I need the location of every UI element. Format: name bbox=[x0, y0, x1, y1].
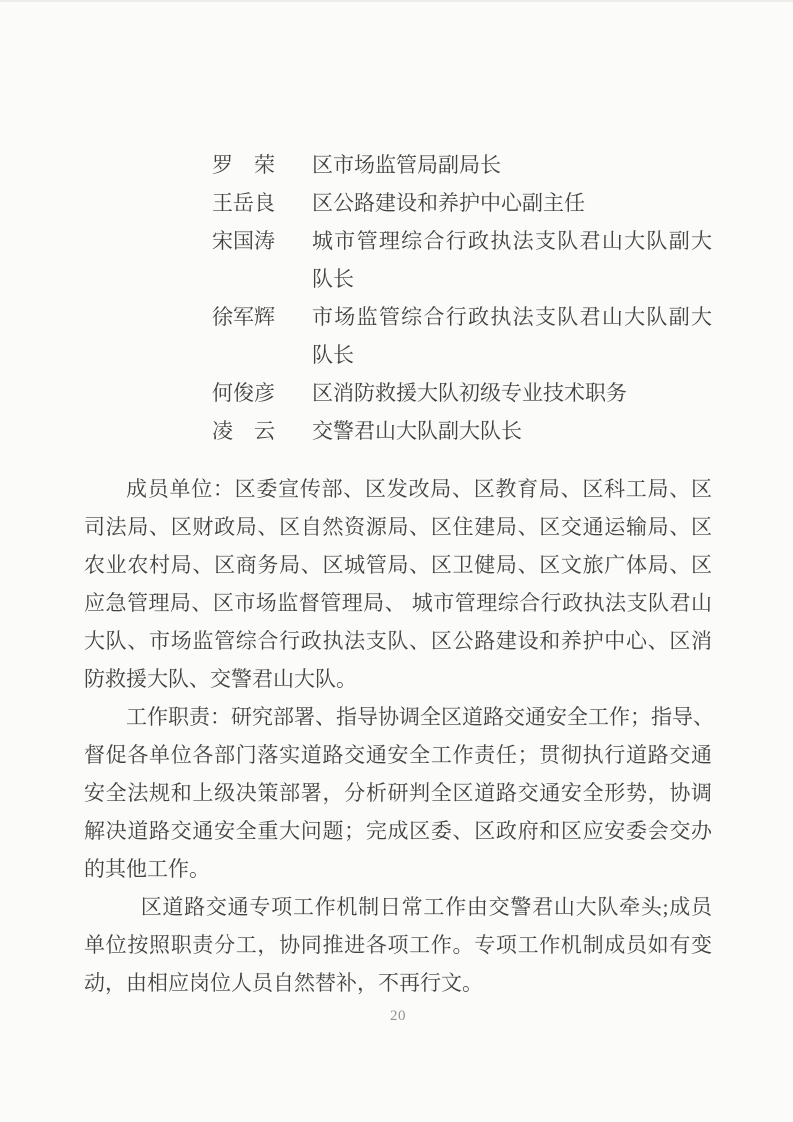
person-name: 宋国涛 bbox=[212, 229, 275, 253]
paragraph-line: 司法局、区财政局、区自然资源局、区住建局、区交通运输局、区 bbox=[84, 515, 712, 539]
roster-entry bbox=[212, 412, 712, 450]
paragraph-line: 工作职责：研究部署、指导协调全区道路交通安全工作；指导、 bbox=[126, 705, 714, 729]
roster-entry bbox=[212, 222, 712, 298]
person-title-line: 区市场监管局副局长 bbox=[312, 153, 501, 177]
paragraph-line: 农业农村局、区商务局、区城管局、区卫健局、区文旅广体局、区 bbox=[84, 553, 712, 577]
person-title-line: 队长 bbox=[312, 267, 354, 291]
person-title bbox=[312, 374, 712, 412]
person-title bbox=[312, 184, 712, 222]
person-name: 凌 云 bbox=[212, 419, 275, 443]
paragraph-line: 防救援大队、交警君山大队。 bbox=[84, 667, 357, 691]
person-title-line: 队长 bbox=[312, 343, 354, 367]
paragraph-line: 大队、市场监管综合行政执法支队、区公路建设和养护中心、区消 bbox=[84, 629, 712, 653]
page-number: 20 bbox=[390, 1008, 406, 1024]
paragraph-line: 应急管理局、区市场监督管理局、 城市管理综合行政执法支队君山 bbox=[84, 591, 712, 615]
person-title-line: 市场监管综合行政执法支队君山大队副大 bbox=[312, 305, 712, 329]
paragraph-line: 安全法规和上级决策部署，分析研判全区道路交通安全形势，协调 bbox=[84, 781, 712, 805]
person-title-line: 区消防救援大队初级专业技术职务 bbox=[312, 381, 627, 405]
roster bbox=[212, 146, 712, 450]
person-name: 何俊彦 bbox=[212, 381, 275, 405]
paragraph bbox=[84, 888, 712, 1002]
roster-entry bbox=[212, 146, 712, 184]
person-title bbox=[312, 146, 712, 184]
paragraph-line: 督促各单位各部门落实道路交通安全工作责任；贯彻执行道路交通 bbox=[84, 743, 712, 767]
roster-entry bbox=[212, 184, 712, 222]
person-title bbox=[312, 298, 712, 374]
paragraph-line: 的其他工作。 bbox=[84, 857, 210, 881]
roster-entry bbox=[212, 298, 712, 374]
person-name: 徐军辉 bbox=[212, 305, 275, 329]
paragraph-line: 区道路交通专项工作机制日常工作由交警君山大队牵头;成员 bbox=[140, 895, 712, 919]
person-title-line: 交警君山大队副大队长 bbox=[312, 419, 522, 443]
person-title bbox=[312, 412, 712, 450]
person-name: 王岳良 bbox=[212, 191, 275, 215]
paragraph-line: 单位按照职责分工，协同推进各项工作。专项工作机制成员如有变 bbox=[84, 933, 712, 957]
paragraphs bbox=[84, 470, 712, 1002]
person-title bbox=[312, 222, 712, 298]
paragraph bbox=[84, 470, 712, 698]
paragraph-line: 成员单位：区委宣传部、区发改局、区教育局、区科工局、区 bbox=[126, 477, 712, 501]
person-title-line: 区公路建设和养护中心副主任 bbox=[312, 191, 585, 215]
paragraph bbox=[84, 698, 712, 888]
person-title-line: 城市管理综合行政执法支队君山大队副大 bbox=[312, 229, 712, 253]
roster-entry bbox=[212, 374, 712, 412]
person-name: 罗 荣 bbox=[212, 153, 275, 177]
paragraph-line: 解决道路交通安全重大问题；完成区委、区政府和区应安委会交办 bbox=[84, 819, 712, 843]
paragraph-line: 动，由相应岗位人员自然替补，不再行文。 bbox=[84, 971, 483, 995]
